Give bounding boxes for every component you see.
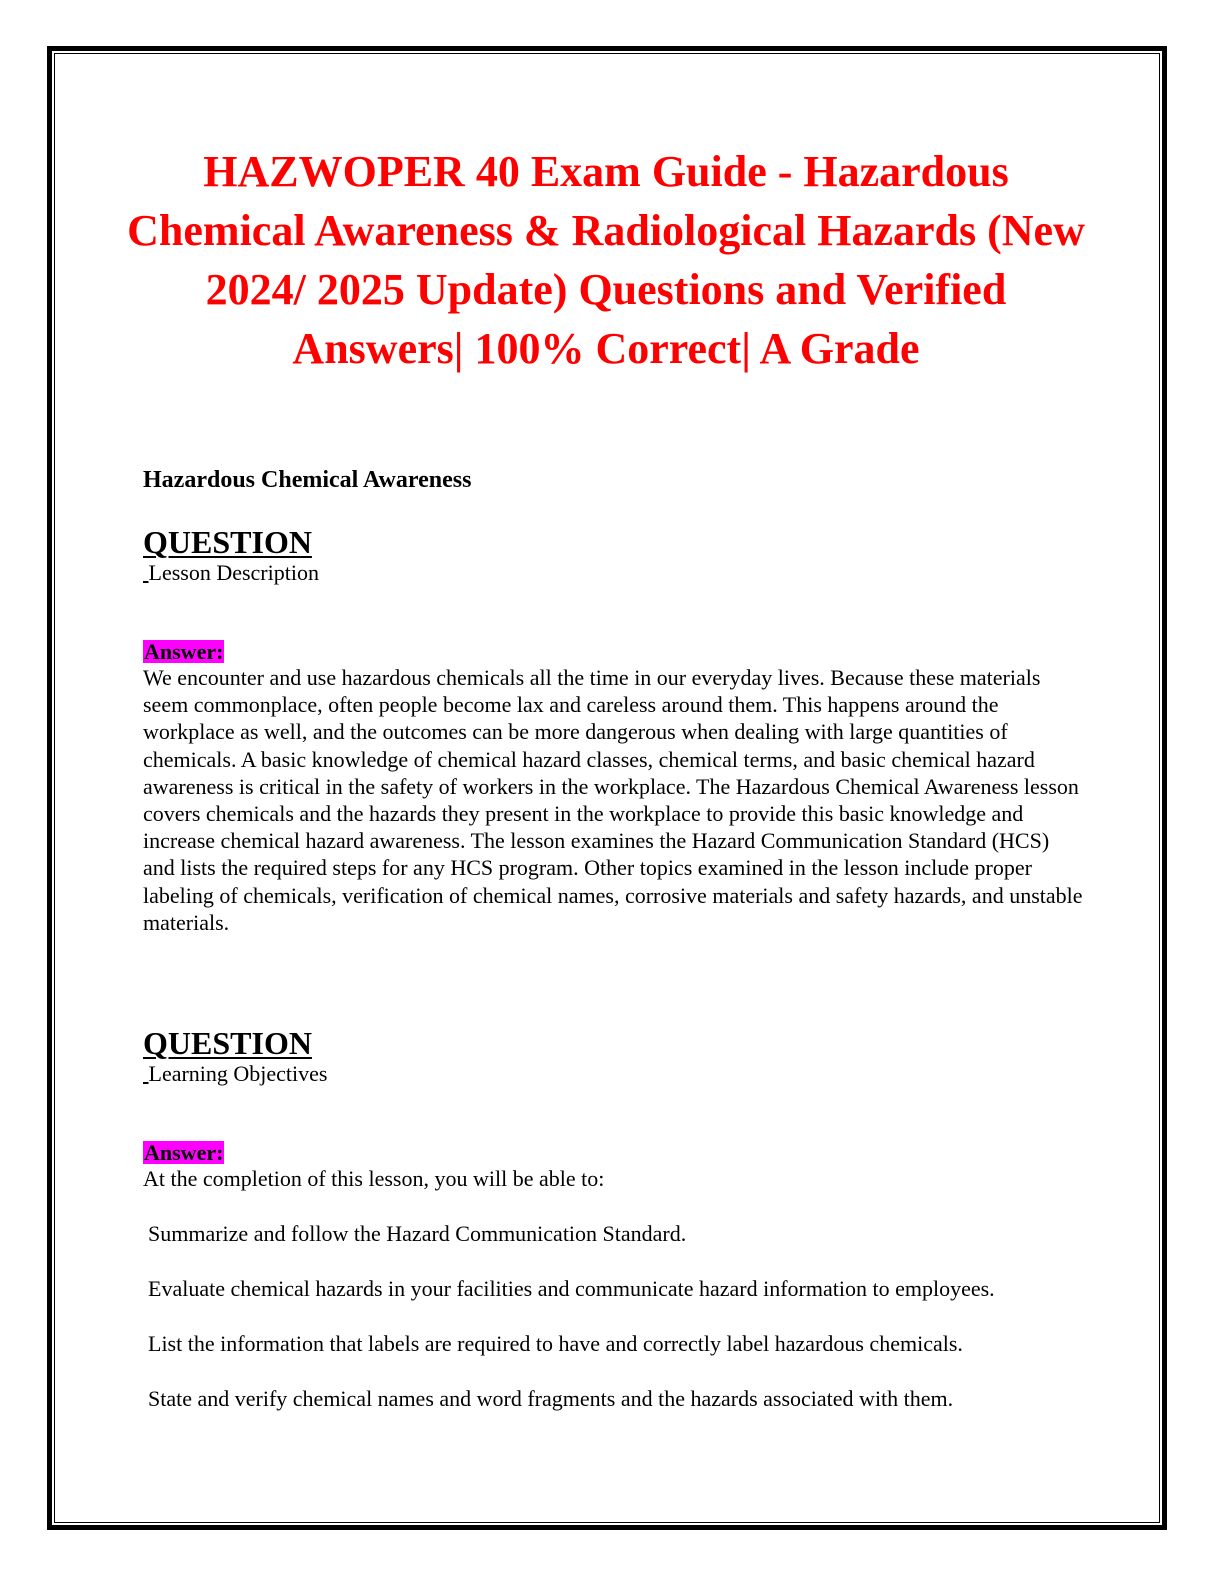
answer-intro: At the completion of this lesson, you will be able to: [143, 1166, 605, 1191]
question-text-value: Learning Objectives [148, 1061, 328, 1086]
list-item: Evaluate chemical hazards in your facilities and communicate hazard information to employees. [148, 1276, 995, 1302]
list-item: Summarize and follow the Hazard Communication Standard. [148, 1221, 687, 1247]
section-heading: Hazardous Chemical Awareness [143, 467, 472, 493]
list-item: List the information that labels are required to have and correctly label hazardous chemicals. [148, 1331, 963, 1357]
question-block [143, 1025, 1083, 1412]
answer-text: We encounter and use hazardous chemicals all the time in our everyday lives. Because these materials seem commonplace, often people become lax and careless around them. This happens around the workplace as well, and the outcomes can be more dangerous when dealing with large quantities of chemicals. A basic knowledge of chemical hazard classes, chemical terms, and basic chemical hazard awareness is critical in the safety of workers in the workplace. The Hazardous Chemical Awareness lesson covers chemicals and the hazards they present in the workplace to provide this basic knowledge and increase chemical hazard awareness. The lesson examines the Hazard Communication Standard (HCS) and lists the required steps for any HCS program. Other topics examined in the lesson include proper labeling of chemicals, verification of chemical names, corrosive materials and safety hazards, and unstable materials. [143, 665, 1083, 935]
list-item: State and verify chemical names and word fragments and the hazards associated with them. [148, 1386, 954, 1412]
question-label: QUESTION [143, 524, 312, 560]
question-text [143, 560, 1083, 586]
question-label: QUESTION [143, 1025, 312, 1061]
document-title: HAZWOPER 40 Exam Guide - Hazardous Chemical Awareness & Radiological Hazards (New 2024/ 2025 Update) Questions and Verified Answers| 100% Correct| A Grade [127, 147, 1085, 373]
answer-label: Answer: [144, 1140, 224, 1165]
answer-label: Answer: [144, 639, 224, 664]
question-block [143, 524, 1083, 936]
objectives-list [143, 1220, 1083, 1412]
question-text-value: Lesson Description [148, 560, 319, 585]
question-text [143, 1061, 1083, 1087]
